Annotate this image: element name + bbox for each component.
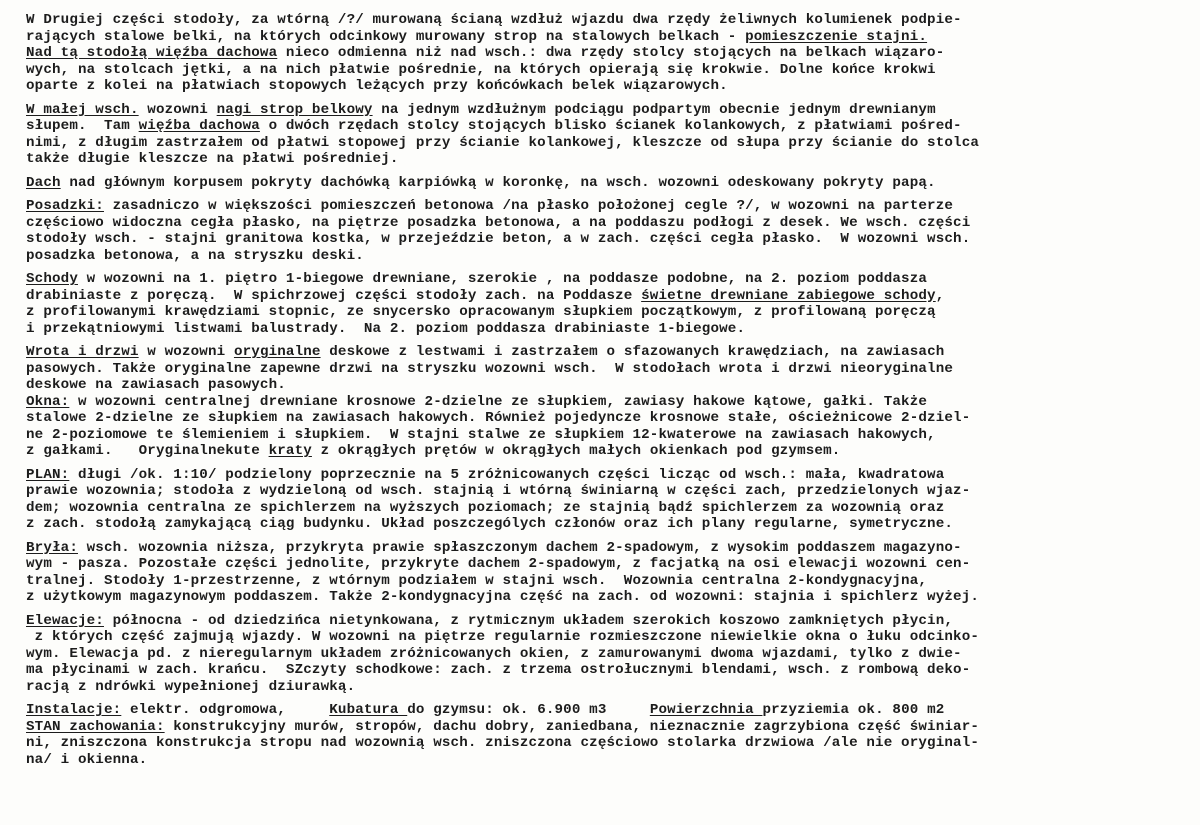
text-line	[26, 662, 1190, 679]
underlined-text: więźba dachowa	[138, 118, 260, 134]
text-segment: wych, na stolcach jętki, a na nich płatwie pośrednie, na których opierają się krokwie. Dolne końce krokwi	[26, 61, 936, 78]
text-segment: ,	[935, 287, 945, 304]
text-line	[26, 344, 1190, 361]
underlined-text: Elewacje:	[26, 612, 104, 629]
paragraph	[26, 344, 1190, 460]
text-line	[26, 62, 1190, 79]
text-segment: długi /ok. 1:10/ podzielony poprzecznie na 5 zróżnicowanych części licząc od wsch.: mała, kwadratowa	[69, 466, 945, 483]
underlined-text: oryginalne	[233, 344, 321, 360]
typewritten-text	[26, 12, 1190, 775]
paragraph	[26, 613, 1190, 696]
text-segment: na/ i okienna.	[26, 751, 148, 768]
underlined-text: Nad tą stodołą więźba dachowa	[26, 45, 278, 61]
underlined-text: Wrota i drzwi	[26, 344, 139, 360]
text-segment: stalowe 2-dzielne ze słupkiem na zawiasach hakowych. Również pojedyncze krosnowe stałe, ościeżnicowe 2-dziel-	[26, 410, 971, 426]
text-line	[26, 321, 1190, 338]
text-segment: nieco odmienna niż nad wsch.: dwa rzędy stolcy stojących na belkach wiązaro-	[277, 45, 945, 61]
text-line	[26, 29, 1190, 46]
text-line	[26, 12, 1190, 29]
text-segment: także długie kleszcze na płatwi pośredniej.	[26, 151, 399, 167]
text-segment: rających stalowe belki, na których odcinkowy murowany strop na stalowych belkach -	[26, 28, 746, 45]
underlined-text: Dach	[26, 174, 61, 191]
text-segment: deskowe na zawiasach pasowych.	[26, 377, 286, 393]
underlined-text: PLAN:	[26, 466, 70, 483]
text-line	[26, 361, 1190, 378]
underlined-text: świetne drewniane zabiegowe schody	[641, 287, 936, 304]
text-segment: z gałkami. Oryginalnekute	[26, 443, 269, 459]
text-line	[26, 377, 1190, 394]
text-segment: północna - od dziedzińca nietynkowana, z rytmicznym układem szerokich koszowo zamkniętych płycin,	[103, 612, 954, 629]
text-segment: dem; wozownia centralna ze spichlerzem na wyższych poziomach; ze stajnią bądź spichlerzem za wozownią oraz	[26, 499, 945, 516]
text-line	[26, 629, 1190, 646]
text-segment: z zach. stodołą zamykającą ciąg budynku. Układ poszczególych członów oraz ich plany regularne, symetryczne.	[26, 516, 954, 532]
text-line	[26, 198, 1190, 215]
text-segment: racją z ndrówki wypełnionej dziurawką.	[26, 678, 356, 695]
text-segment: tralnej. Stodoły 1-przestrzenne, z wtórnym podziałem w stajni wsch. Wozownia centralna 2-kondygnacyjna,	[26, 572, 928, 589]
text-segment: nimi, z długim zastrzałem od płatwi stopowej przy ścianie kolankowej, kleszcze od słupa przy ścianie do stolca	[26, 134, 980, 151]
text-line	[26, 556, 1190, 573]
text-segment: ma płycinami w zach. krańcu. SZczyty schodkowe: zach. z trzema ostrołucznymi blendami, wsch. z rombową deko-	[26, 662, 971, 678]
text-line	[26, 646, 1190, 663]
text-line	[26, 304, 1190, 321]
underlined-text: Instalacje:	[26, 702, 122, 718]
text-segment: drabiniaste z poręczą. W spichrzowej części stodoły zach. na Poddasze	[26, 287, 642, 304]
underlined-text: W małej wsch.	[26, 101, 139, 118]
text-segment: pasowych. Także oryginalne zapewne drzwi na stryszku wozowni wsch. W stodołach wrota i drzwi nieoryginalne	[26, 360, 954, 377]
text-segment: z których część zajmują wjazdy. W wozowni na piętrze regularnie rozmieszczone niewielkie okna o łuku odcinko-	[26, 629, 980, 645]
text-line	[26, 135, 1190, 152]
text-segment: deskowe z lestwami i zastrzałem o sfazowanych krawędziach, na zawiasach	[320, 344, 945, 360]
text-line	[26, 248, 1190, 265]
underlined-text: Bryła:	[26, 539, 78, 556]
text-line	[26, 151, 1190, 168]
text-line	[26, 288, 1190, 305]
paragraph	[26, 540, 1190, 606]
underlined-text: nagi strop belkowy	[216, 101, 373, 118]
text-line	[26, 613, 1190, 630]
text-segment: wozowni	[138, 101, 217, 118]
underlined-text: pomieszczenie stajni.	[745, 28, 928, 45]
text-segment: z okrągłych prętów w okrągłych małych okienkach pod gzymsem.	[311, 443, 841, 459]
text-segment: częściowo widoczna cegła płasko, na piętrze posadzka betonowa, a na poddaszu podłogi z desek. We wsch. części	[26, 214, 971, 231]
text-segment: wym. Elewacja pd. z nieregularnym układem zróżnicowanych okien, z zamurowanymi dwoma wjazdami, tylko z dwie-	[26, 645, 962, 662]
text-line	[26, 45, 1190, 62]
text-line	[26, 500, 1190, 517]
text-line	[26, 589, 1190, 606]
text-segment: ni, zniszczona konstrukcja stropu nad wozownią wsch. zniszczona częściowo stolarka drzwiowa /ale nie oryginal-	[26, 735, 980, 751]
text-segment: na jednym wzdłużnym podciągu podpartym obecnie jednym drewnianym	[372, 101, 936, 118]
text-line	[26, 443, 1190, 460]
underlined-text: Okna:	[26, 393, 70, 410]
text-line	[26, 215, 1190, 232]
text-segment: oparte z kolei na płatwiach stopowych leżących przy końcówkach belek wiązarowych.	[26, 78, 728, 94]
text-segment: przyziemia ok. 800 m2	[762, 702, 945, 718]
text-line	[26, 175, 1190, 192]
paragraph	[26, 198, 1190, 264]
text-segment: w wozowni na 1. piętro 1-biegowe drewniane, szerokie , na poddasze podobne, na 2. poziom poddasza	[77, 271, 928, 287]
text-line	[26, 467, 1190, 484]
text-line	[26, 735, 1190, 752]
text-segment: w wozowni	[138, 344, 234, 360]
text-line	[26, 573, 1190, 590]
text-line	[26, 394, 1190, 411]
text-line	[26, 679, 1190, 696]
text-line	[26, 752, 1190, 769]
text-segment: do gzymsu: ok. 6.900 m3	[407, 702, 650, 718]
text-line	[26, 483, 1190, 500]
text-segment: o dwóch rzędach stolcy stojących blisko ścianek kolankowych, z płatwiami pośred-	[259, 118, 962, 134]
text-segment: z profilowanymi krawędziami stopnic, ze snycersko opracowanym słupkiem początkowym, z profilowaną poręczą	[26, 304, 936, 320]
underlined-text: Powierzchnia	[649, 702, 763, 718]
underlined-text: kraty	[268, 443, 312, 459]
text-segment: prawie wozownia; stodoła z wydzieloną od wsch. stajnią i wtórną świniarną w części zach, przedzielonych wjaz-	[26, 483, 971, 499]
text-segment: ne 2-poziomowe te ślemieniem i słupkiem. W stajni stalwe ze słupkiem 12-kwaterowe na zawiasach hakowych,	[26, 426, 936, 443]
text-segment: elektr. odgromowa,	[121, 702, 330, 718]
paragraph	[26, 175, 1190, 192]
text-line	[26, 78, 1190, 95]
text-segment: słupem. Tam	[26, 118, 139, 134]
paragraph	[26, 102, 1190, 168]
text-line	[26, 427, 1190, 444]
text-segment: zasadniczo w większości pomieszczeń betonowa /na płasko położonej cegle ?/, w wozowni na parterze	[103, 198, 954, 214]
text-segment: nad głównym korpusem pokryty dachówką karpiówką w koronkę, na wsch. wozowni odeskowany pokryty papą.	[60, 174, 936, 191]
underlined-text: Posadzki:	[26, 198, 104, 214]
text-segment: w wozowni centralnej drewniane krosnowe 2-dzielne ze słupkiem, zawiasy hakowe kątowe, gałki. Także	[69, 393, 928, 410]
paragraph	[26, 467, 1190, 533]
text-segment: W Drugiej części stodoły, za wtórną /?/ murowaną ścianą wzdłuż wjazdu dwa rzędy żeliwnych kolumienek podpie-	[26, 12, 962, 28]
text-segment: wym - pasza. Pozostałe części jednolite, przykryte dachem 2-spadowym, z facjatką na osi elewacji wozowni cen-	[26, 556, 971, 572]
text-line	[26, 118, 1190, 135]
text-segment: z użytkowym magazynowym poddaszem. Także 2-kondygnacyjna część na zach. od wozowni: stajnia i spichlerz wyżej.	[26, 589, 980, 605]
paragraph	[26, 702, 1190, 768]
text-segment: wsch. wozownia niższa, przykryta prawie spłaszczonym dachem 2-spadowym, z wysokim poddaszem magazyno-	[77, 539, 962, 556]
text-segment: i przekątniowymi listwami balustrady. Na 2. poziom poddasza drabiniaste 1-biegowe.	[26, 320, 746, 337]
underlined-text: Kubatura	[329, 702, 408, 718]
text-line	[26, 719, 1190, 736]
text-line	[26, 540, 1190, 557]
underlined-text: STAN zachowania:	[26, 718, 165, 735]
text-line	[26, 410, 1190, 427]
text-line	[26, 516, 1190, 533]
underlined-text: Schody	[26, 271, 78, 287]
paragraph	[26, 271, 1190, 337]
text-segment: stodoły wsch. - stajni granitowa kostka, w przejeździe beton, a w zach. części cegła płasko. W wozowni wsch.	[26, 231, 971, 247]
text-line	[26, 702, 1190, 719]
paragraph	[26, 12, 1190, 95]
text-segment: posadzka betonowa, a na stryszku deski.	[26, 247, 364, 264]
text-segment: konstrukcyjny murów, stropów, dachu dobry, zaniedbana, nieznacznie zagrzybiona część świniar-	[164, 718, 980, 735]
text-line	[26, 102, 1190, 119]
text-line	[26, 271, 1190, 288]
text-line	[26, 231, 1190, 248]
